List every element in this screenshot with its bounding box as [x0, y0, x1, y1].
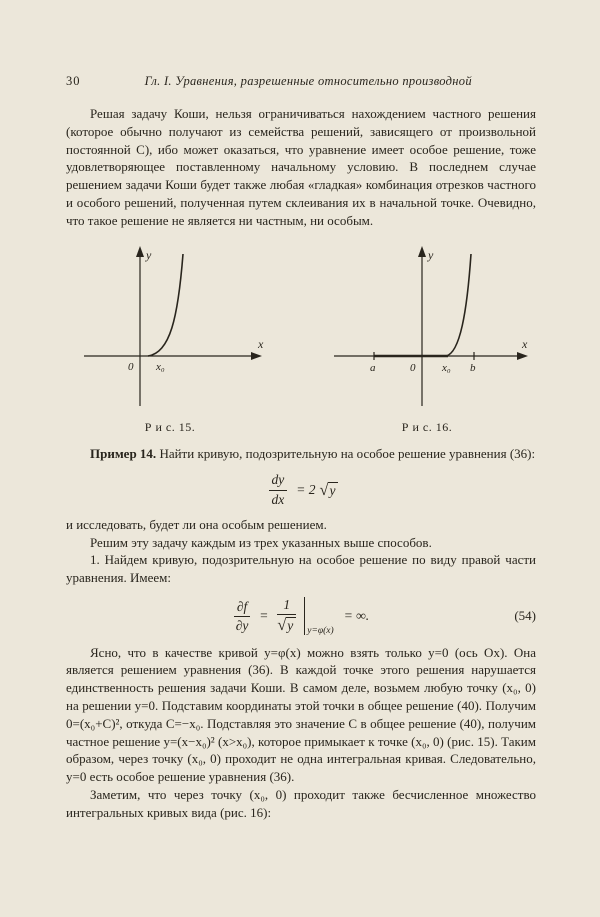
fig16-b-label: b: [470, 361, 476, 374]
fig16-x-arrow-icon: [517, 352, 528, 360]
eq36-denominator: dx: [271, 491, 285, 507]
radical-sign: √: [277, 616, 287, 635]
fig16-origin-label: 0: [410, 361, 416, 374]
fig15-y-arrow-icon: [136, 246, 144, 257]
fraction-one-over-sqrt-y: [277, 597, 296, 636]
eq54-denominator: ∂y: [235, 617, 249, 633]
analysis-paragraph: Ясно, что в качестве кривой y=φ(x) можно взять только y=0 (ось Ox). Она является решением уравнения (36). В каждой точке этого решения нарушается единственность решения задачи Коши. В самом деле, возьмем любую точку (x₀, 0) на решении y=0. Подставим координаты этой точки в общее решение (40). Получим 0=(x₀+C)², откуда C=−x₀. Подставляя это значение C в общее решение (40), получим частное решение y=(x−x₀)² (x>x₀), которое примыкает к точке (x₀, 0) (рис. 15). Таким образом, через точку (x₀, 0) проходит не одна интегральная кривая. Следовательно, y=0 есть особое решение уравнения (36).: [66, 644, 536, 785]
eq54-sqrt: [277, 618, 296, 633]
equation-54: [66, 597, 536, 636]
intro-paragraph: Решая задачу Коши, нельзя ограничиваться нахождением частного решения (которое обычно получают из семейства решений, зависящего от произвольной постоянной C), ибо может оказаться, что уравнение имеет особое решение, тоже удовлетворяющее поставленному начальному условию. В последнем случае решением задачи Коши будет также любая «гладкая» комбинация отрезков частного и особого решений, полученная путем склеивания их в начальной точке. Очевидно, что такое решение не является ни частным, ни особым.: [66, 106, 536, 228]
fig16-x0-label: x₀: [442, 361, 451, 374]
equation-number-54: (54): [514, 608, 536, 624]
equation-36: [66, 472, 536, 507]
plan-paragraph: Решим эту задачу каждым из трех указанных выше способов.: [90, 534, 432, 550]
page-header: [66, 74, 536, 89]
radical-sign: √: [319, 480, 329, 499]
example-lead-text: Найти кривую, подозрительную на особое решение уравнения (36):: [156, 445, 536, 461]
figure-15-caption: Р и с. 15.: [144, 419, 196, 434]
fig16-integral-curve: [446, 254, 471, 356]
fig16-y-label: y: [428, 247, 434, 262]
fraction-dy-dx: [269, 472, 288, 507]
closing-paragraph: Заметим, что через точку (x₀, 0) проходит также бесчисленное множество интегральных кривых вида (рис. 16):: [66, 786, 536, 820]
fig15-x0-label: x₀: [156, 360, 165, 373]
eq54-frac2-numerator: 1: [277, 597, 296, 615]
eq54-numerator: ∂f: [234, 599, 250, 617]
fig16-x-label: x: [522, 336, 528, 351]
eq36-equals: = 2: [296, 482, 316, 498]
fig15-x-arrow-icon: [251, 352, 262, 360]
step1-paragraph: 1. Найдем кривую, подозрительную на особое решение по виду правой части уравнения. Имеем:: [66, 552, 536, 586]
fig16-y-arrow-icon: [418, 246, 426, 257]
fraction-df-dy: [234, 599, 250, 634]
eval-subscript: y=φ(x): [307, 626, 334, 637]
eq54-frac2-denominator: [277, 615, 296, 635]
fig15-x-label: x: [258, 336, 264, 351]
fig15-origin-label: 0: [128, 360, 134, 373]
eq36-sqrt: [320, 481, 339, 500]
evaluation-bar: [304, 597, 339, 635]
running-title: Гл. I. Уравнения, разрешенные относительно производной: [144, 74, 472, 88]
page-number: 30: [66, 74, 81, 88]
fig15-integral-curve: [148, 254, 183, 356]
eq54-sqrt-arg: y: [286, 617, 296, 633]
fig15-y-label: y: [146, 247, 152, 262]
eq36-sqrt-arg: y: [328, 482, 338, 498]
eq36-numerator: dy: [269, 472, 288, 490]
figure-16: [322, 244, 532, 435]
fig16-a-label: a: [370, 361, 376, 374]
example-lead-paragraph: [66, 445, 536, 463]
example-label: Пример 14.: [90, 445, 157, 461]
after-formula-text: и исследовать, будет ли она особым решением.: [66, 516, 327, 532]
figure-15: [70, 244, 270, 435]
eq54-result: = ∞.: [343, 608, 370, 624]
eq54-equals: =: [259, 608, 269, 624]
figure-15-plot: [70, 244, 270, 412]
figures-row: [66, 244, 536, 435]
eval-vertical-bar: [304, 597, 305, 635]
figure-16-plot: [322, 244, 532, 412]
figure-16-caption: Р и с. 16.: [401, 419, 453, 434]
